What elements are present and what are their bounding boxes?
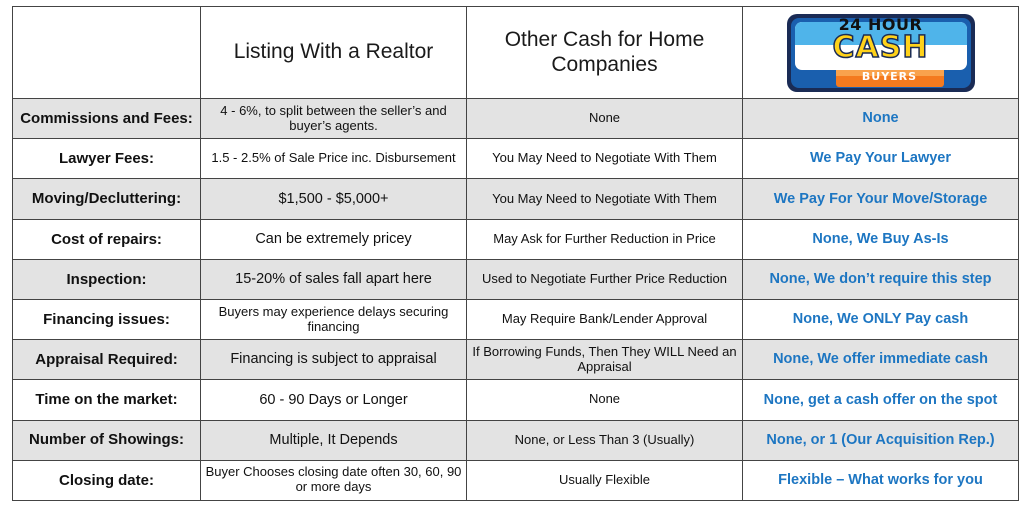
other-cell: None	[467, 380, 743, 420]
row-label: Lawyer Fees:	[13, 139, 201, 179]
realtor-cell: 15-20% of sales fall apart here	[201, 259, 467, 299]
other-cell: May Ask for Further Reduction in Price	[467, 219, 743, 259]
table-row	[13, 420, 1019, 460]
header-row	[13, 7, 1019, 99]
row-label: Cost of repairs:	[13, 219, 201, 259]
realtor-cell: 4 - 6%, to split between the seller’s and buyer’s agents.	[201, 99, 467, 139]
realtor-cell: Multiple, It Depends	[201, 420, 467, 460]
table-row	[13, 299, 1019, 339]
logo-line-buyers: BUYERS	[861, 69, 918, 83]
ours-cell: None, We Buy As-Is	[743, 219, 1019, 259]
row-label: Commissions and Fees:	[13, 99, 201, 139]
realtor-cell: $1,500 - $5,000+	[201, 179, 467, 219]
table-row	[13, 179, 1019, 219]
row-label: Financing issues:	[13, 299, 201, 339]
ours-cell: None, get a cash offer on the spot	[743, 380, 1019, 420]
company-logo	[786, 13, 976, 93]
ours-cell: None, We ONLY Pay cash	[743, 299, 1019, 339]
realtor-cell: Buyers may experience delays securing financing	[201, 299, 467, 339]
ours-cell: We Pay For Your Move/Storage	[743, 179, 1019, 219]
realtor-cell: 1.5 - 2.5% of Sale Price inc. Disbursement	[201, 139, 467, 179]
other-cell: None, or Less Than 3 (Usually)	[467, 420, 743, 460]
other-cell: Used to Negotiate Further Price Reduction	[467, 259, 743, 299]
other-cell: Usually Flexible	[467, 460, 743, 500]
row-label: Moving/Decluttering:	[13, 179, 201, 219]
realtor-cell: 60 - 90 Days or Longer	[201, 380, 467, 420]
other-cell: If Borrowing Funds, Then They WILL Need an Appraisal	[467, 340, 743, 380]
header-empty-cell	[13, 7, 201, 99]
logo-line-cash: CASH	[832, 29, 929, 65]
table-row	[13, 380, 1019, 420]
realtor-cell: Buyer Chooses closing date often 30, 60, 90 or more days	[201, 460, 467, 500]
table-row	[13, 340, 1019, 380]
other-cell: None	[467, 99, 743, 139]
ours-cell: None	[743, 99, 1019, 139]
other-cell: You May Need to Negotiate With Them	[467, 179, 743, 219]
table-row	[13, 219, 1019, 259]
row-label: Time on the market:	[13, 380, 201, 420]
table-row	[13, 139, 1019, 179]
table-row	[13, 460, 1019, 500]
ours-cell: We Pay Your Lawyer	[743, 139, 1019, 179]
row-label: Number of Showings:	[13, 420, 201, 460]
other-cell: May Require Bank/Lender Approval	[467, 299, 743, 339]
header-realtor: Listing With a Realtor	[201, 7, 467, 99]
row-label: Closing date:	[13, 460, 201, 500]
other-cell: You May Need to Negotiate With Them	[467, 139, 743, 179]
comparison-table	[12, 6, 1019, 501]
header-logo-cell	[743, 7, 1019, 99]
row-label: Appraisal Required:	[13, 340, 201, 380]
realtor-cell: Financing is subject to appraisal	[201, 340, 467, 380]
table-row	[13, 259, 1019, 299]
realtor-cell: Can be extremely pricey	[201, 219, 467, 259]
ours-cell: Flexible – What works for you	[743, 460, 1019, 500]
header-other-companies: Other Cash for Home Companies	[467, 7, 743, 99]
table-row	[13, 99, 1019, 139]
ours-cell: None, We offer immediate cash	[743, 340, 1019, 380]
ours-cell: None, or 1 (Our Acquisition Rep.)	[743, 420, 1019, 460]
logo-line-24-hour: 24 HOUR	[838, 14, 923, 34]
ours-cell: None, We don’t require this step	[743, 259, 1019, 299]
row-label: Inspection:	[13, 259, 201, 299]
